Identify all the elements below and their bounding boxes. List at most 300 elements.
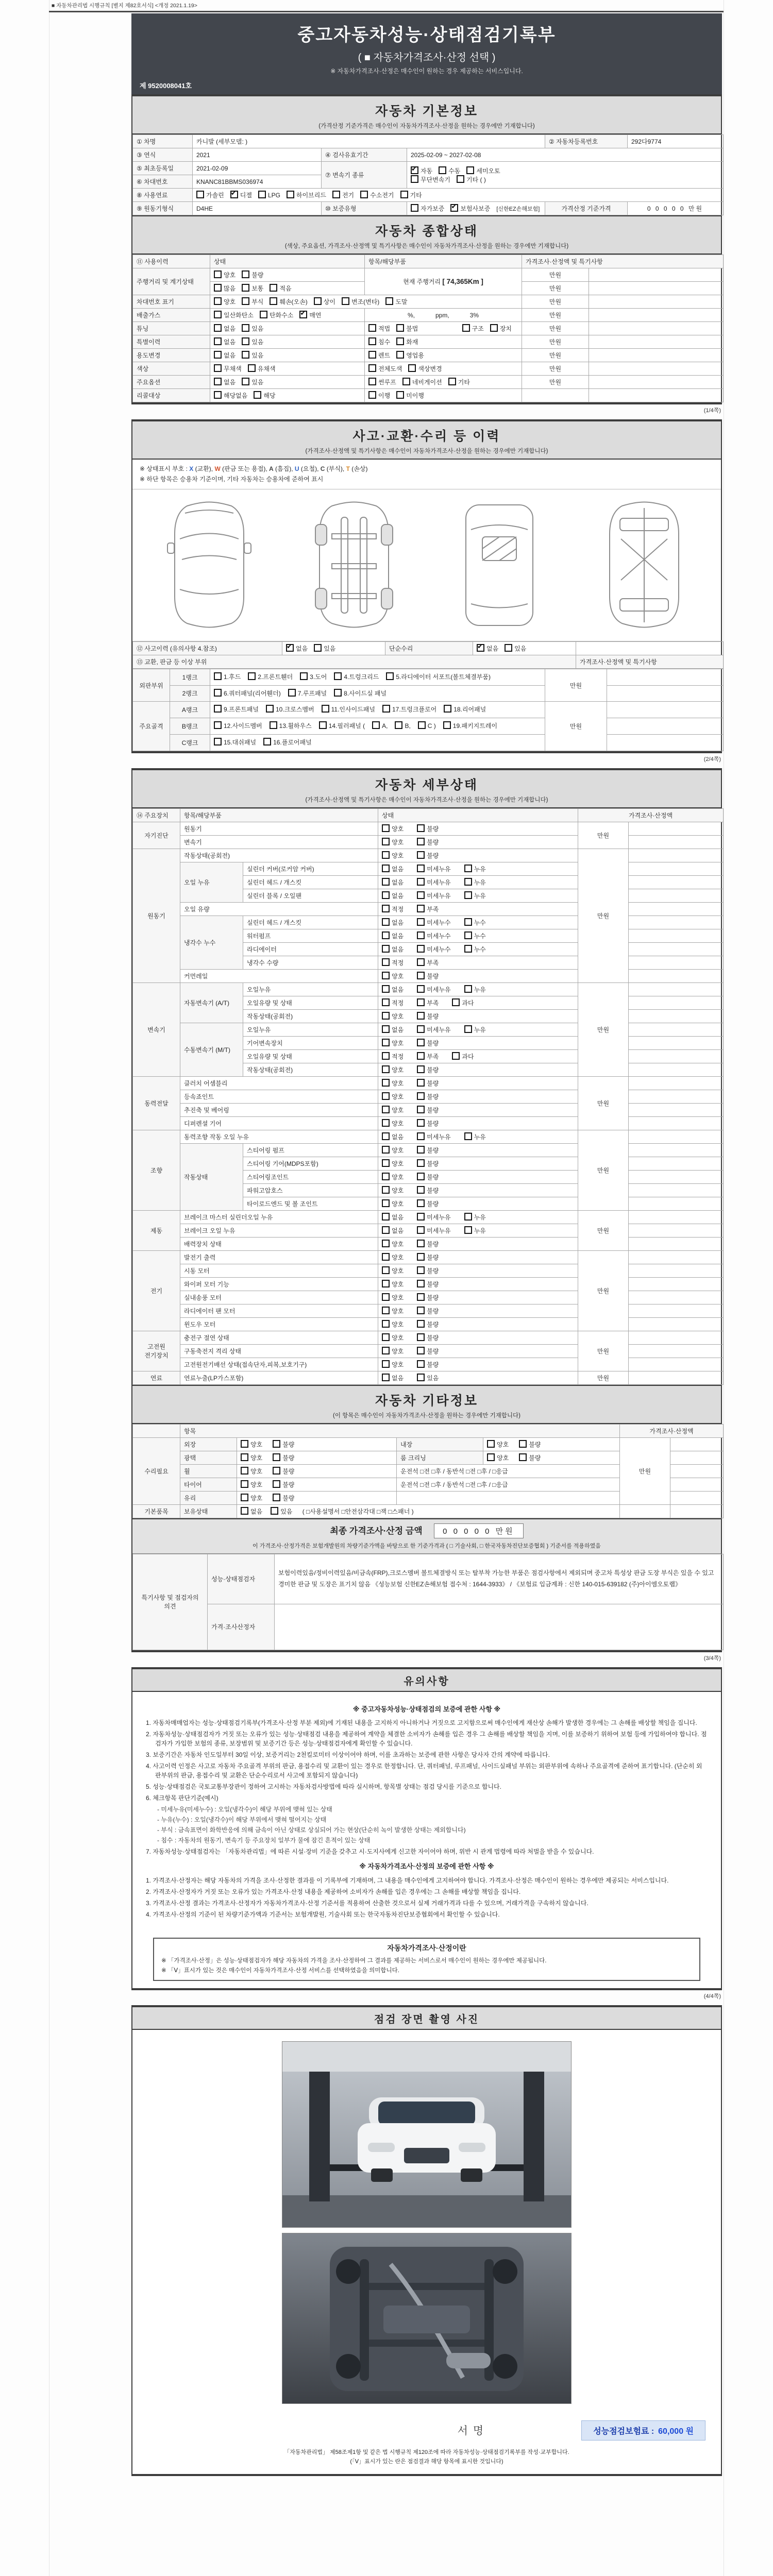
- checkbox-unchecked[interactable]: 없음: [214, 351, 236, 360]
- checkbox-unchecked[interactable]: 양호: [382, 1307, 404, 1315]
- checkbox-unchecked[interactable]: 미세누유: [417, 985, 450, 994]
- checkbox-unchecked[interactable]: 양호: [382, 1253, 404, 1262]
- table-row: [133, 1504, 724, 1518]
- checkbox-unchecked[interactable]: 18.리어패널: [444, 704, 486, 716]
- device-group-label: 전기: [133, 1250, 180, 1331]
- checkbox-unchecked[interactable]: 있음: [242, 351, 263, 360]
- checkbox-unchecked[interactable]: 가솔린: [196, 191, 224, 199]
- checkbox-unchecked[interactable]: 없음: [382, 865, 404, 873]
- checkbox-unchecked[interactable]: 없음: [214, 337, 236, 346]
- checkbox-unchecked[interactable]: 없음: [382, 891, 404, 900]
- checkbox-unchecked[interactable]: 불량: [417, 1266, 439, 1275]
- checkbox-unchecked[interactable]: 불량: [417, 1240, 439, 1248]
- checkbox-checked[interactable]: ✔ 없음: [286, 644, 308, 653]
- checkbox-unchecked[interactable]: 이행: [368, 391, 390, 400]
- column-header: 상태: [210, 255, 365, 268]
- state-options: [378, 849, 578, 862]
- checkbox-unchecked[interactable]: 네비게이션: [402, 378, 442, 386]
- checkbox-unchecked[interactable]: 14.필러패널 (: [319, 720, 365, 732]
- checkbox-unchecked[interactable]: 변조(변타): [342, 297, 379, 306]
- notice-subitem: - 누유(누수) : 오일(냉각수)이 해당 부위에서 맺혀 떨어지는 상태: [157, 1816, 327, 1824]
- checkbox-unchecked[interactable]: 미세누유: [417, 1226, 450, 1235]
- checkbox-unchecked[interactable]: 양호: [382, 1012, 404, 1021]
- checkbox-checked[interactable]: ✔ 매연: [299, 311, 321, 319]
- checkbox-unchecked[interactable]: 양호: [382, 1146, 404, 1155]
- checkbox-unchecked[interactable]: 부족: [417, 958, 439, 967]
- checkbox-unchecked[interactable]: 없음: [382, 878, 404, 887]
- mileage-cell: [365, 268, 522, 295]
- checkbox-unchecked[interactable]: LPG: [258, 191, 280, 199]
- checkbox-unchecked[interactable]: 미세누유: [417, 891, 450, 900]
- checkbox-unchecked[interactable]: 무단변속기: [411, 175, 450, 184]
- checkbox-unchecked[interactable]: 양호: [382, 1266, 404, 1275]
- table-row: [133, 362, 724, 376]
- checkbox-checked[interactable]: ✔ 디젤: [230, 191, 252, 199]
- checkbox-unchecked[interactable]: 영업용: [396, 351, 424, 360]
- state-options: [378, 1317, 578, 1331]
- table-row: [133, 335, 724, 349]
- price-cell: [522, 389, 589, 402]
- checkbox-unchecked[interactable]: 미이행: [396, 391, 424, 400]
- checkbox-unchecked[interactable]: 화재: [396, 337, 418, 346]
- state-options: [210, 309, 365, 322]
- checkbox-unchecked[interactable]: 적정: [382, 1052, 404, 1061]
- checkbox-unchecked[interactable]: 누수: [464, 931, 486, 940]
- price-cell: 만원: [545, 669, 607, 702]
- checkbox-unchecked[interactable]: 누유: [464, 1025, 486, 1034]
- final-price-note: 이 가격조사·산정가격은 보험개발원의 차량기준가액을 바탕으로 한 기준가격과 ( □ 기술사회, □ 한국자동차진단보증협회 ) 기준서를 적용하였음: [253, 1543, 601, 1549]
- table-row: [133, 1250, 724, 1264]
- price-cell: 만원: [578, 1210, 629, 1250]
- checkbox-unchecked[interactable]: 불량: [273, 1494, 294, 1502]
- checkbox-unchecked[interactable]: 불량: [417, 972, 439, 980]
- part-item-label: 스티어링조인트: [243, 1170, 378, 1183]
- checkbox-unchecked[interactable]: 있음: [242, 337, 263, 346]
- checkbox-unchecked[interactable]: 불량: [417, 1173, 439, 1181]
- state-options: [378, 1143, 578, 1157]
- checkbox-unchecked[interactable]: 양호: [382, 1159, 404, 1168]
- checkbox-unchecked[interactable]: 탄화수소: [260, 311, 293, 319]
- checkbox-unchecked[interactable]: 양호: [382, 1240, 404, 1248]
- field-label: ② 자동차등록번호: [545, 135, 628, 148]
- checkbox-unchecked[interactable]: 양호: [382, 1347, 404, 1355]
- checkbox-unchecked[interactable]: 불량: [519, 1453, 541, 1462]
- state-options: [378, 916, 578, 929]
- checkbox-unchecked[interactable]: 없음: [382, 985, 404, 994]
- checkbox-unchecked[interactable]: 기타: [448, 378, 470, 386]
- checkbox-unchecked[interactable]: 색상변경: [408, 364, 442, 373]
- checkbox-unchecked[interactable]: 과다: [452, 998, 474, 1007]
- checkbox-unchecked[interactable]: 양호: [241, 1467, 262, 1476]
- checkbox-unchecked[interactable]: 전기: [332, 191, 354, 199]
- table-row: [133, 322, 724, 335]
- checkbox-unchecked[interactable]: 하이브리드: [287, 191, 326, 199]
- note-cell: [589, 268, 724, 282]
- checkbox-unchecked[interactable]: 미세누유: [417, 1132, 450, 1141]
- checkbox-unchecked[interactable]: 누유: [464, 1213, 486, 1222]
- checkbox-unchecked[interactable]: 있음: [242, 324, 263, 333]
- table-row: [133, 389, 724, 402]
- checkbox-unchecked[interactable]: 불량: [417, 1186, 439, 1195]
- table-row: [133, 982, 724, 996]
- note-cell: [629, 1358, 724, 1371]
- checkbox-unchecked[interactable]: 부족: [417, 998, 439, 1007]
- checkbox-unchecked[interactable]: 불량: [273, 1453, 294, 1462]
- checkbox-unchecked[interactable]: 양호: [382, 1092, 404, 1101]
- checkbox-unchecked[interactable]: 불량: [273, 1440, 294, 1449]
- checkbox-unchecked[interactable]: 12.사이드멤버: [214, 720, 262, 732]
- checkbox-unchecked[interactable]: 보통: [242, 284, 263, 293]
- checkbox-unchecked[interactable]: 기타 ( ): [457, 175, 486, 184]
- checkbox-unchecked[interactable]: 미세누유: [417, 878, 450, 887]
- checkbox-unchecked[interactable]: 수소전기: [360, 191, 394, 199]
- checkbox-unchecked[interactable]: 있음: [242, 378, 263, 386]
- checkbox-unchecked[interactable]: 1.후드: [214, 671, 241, 683]
- price-cell: 만원: [578, 849, 629, 982]
- checkbox-unchecked[interactable]: 없음: [382, 918, 404, 927]
- checkbox-unchecked[interactable]: 불량: [417, 851, 439, 860]
- checkbox-unchecked[interactable]: 썬루프: [368, 378, 396, 386]
- table-row: [133, 1224, 724, 1237]
- checkbox-unchecked[interactable]: 불량: [417, 1146, 439, 1155]
- state-options: [210, 389, 365, 402]
- checkbox-unchecked[interactable]: 있음: [417, 1374, 439, 1382]
- note-cell: [589, 376, 724, 389]
- checkbox-unchecked[interactable]: 상이: [314, 297, 335, 306]
- checkbox-unchecked[interactable]: 양호: [382, 1079, 404, 1088]
- note-cell: [670, 1504, 724, 1518]
- checkbox-unchecked[interactable]: 없음: [214, 324, 236, 333]
- checkbox-unchecked[interactable]: 15.대쉬패널: [214, 737, 256, 749]
- note-cell: [629, 1224, 724, 1237]
- checkbox-unchecked[interactable]: 누유: [464, 878, 486, 887]
- part-item-label: 실린더 커버(로커암 커버): [243, 862, 378, 875]
- checkbox-unchecked[interactable]: 불량: [417, 1360, 439, 1369]
- note-cell: [629, 849, 724, 862]
- checkbox-unchecked[interactable]: 침수: [368, 337, 390, 346]
- note-cell: [629, 1197, 724, 1210]
- checkbox-unchecked[interactable]: 6.쿼터패널(리어휀더): [214, 688, 281, 700]
- checkbox-unchecked[interactable]: 자가보증: [411, 204, 444, 213]
- table-row: [133, 902, 724, 916]
- state-options: [378, 1344, 578, 1358]
- pricing-box-line: ※ 「Ⅴ」표시가 있는 것은 매수인이 자동차가격조사·산정 서비스를 선택하였음을 의미합니다.: [161, 1967, 399, 1974]
- checkbox-unchecked[interactable]: 적법: [368, 324, 390, 333]
- checkbox-unchecked[interactable]: 구조: [462, 324, 484, 333]
- part-item-label: 냉각수 수량: [243, 956, 378, 969]
- fuel-options: [193, 189, 724, 202]
- note-cell: [629, 1076, 724, 1090]
- notice-item: 6. 체크항목 판단기준(예시): [146, 1794, 219, 1802]
- checkbox-unchecked[interactable]: 일산화탄소: [214, 311, 254, 319]
- checkbox-unchecked[interactable]: 불량: [417, 1347, 439, 1355]
- table-row: [133, 268, 724, 282]
- note-cell: [629, 1049, 724, 1063]
- checkbox-unchecked[interactable]: 도말: [385, 297, 407, 306]
- checkbox-unchecked[interactable]: 양호: [382, 838, 404, 846]
- legend-note: ※ 하단 항목은 승용차 기준이며, 기타 자동차는 승용차에 준하여 표시: [140, 476, 324, 483]
- checkbox-unchecked[interactable]: 누유: [464, 1132, 486, 1141]
- checkbox-unchecked[interactable]: 양호: [382, 1333, 404, 1342]
- checkbox-unchecked[interactable]: 없음: [214, 378, 236, 386]
- table-row: [133, 1437, 724, 1451]
- basic-info-title: 자동차 기본정보: [375, 104, 478, 118]
- note-cell: [629, 822, 724, 835]
- checkbox-checked[interactable]: ✔ 없음: [477, 644, 498, 653]
- checkbox-unchecked[interactable]: 불법: [396, 324, 418, 333]
- price-cell: 만원: [578, 1371, 629, 1384]
- checkbox-unchecked[interactable]: 17.트렁크플로어: [382, 704, 436, 716]
- note-cell: [670, 1437, 724, 1451]
- row-label: 차대번호 표기: [133, 295, 210, 309]
- part-item-label: 클러치 어셈블리: [180, 1076, 378, 1090]
- checkbox-unchecked[interactable]: 불량: [273, 1480, 294, 1489]
- form-reference: ■ 자동차관리법 시행규칙 [별지 제82호서식] <개정 2021.1.19>: [52, 3, 197, 9]
- checkbox-unchecked[interactable]: 해당없음: [214, 391, 247, 400]
- first-registration-value: 2021-02-09: [193, 162, 322, 175]
- footer-line: 「자동차관리법」 제58조제1항 및 같은 법 시행규칙 제120조에 따라 자동차성능·상태점검기록부를 작성·교부합니다.: [284, 2449, 569, 2455]
- rank-items: [210, 669, 545, 685]
- checkbox-unchecked[interactable]: 없음: [382, 1025, 404, 1034]
- etc-header: [132, 1385, 721, 1424]
- checkbox-unchecked[interactable]: 없음: [382, 1132, 404, 1141]
- price-cell: 만원: [522, 295, 589, 309]
- rank-label: 1랭크: [170, 669, 210, 685]
- checkbox-unchecked[interactable]: 불량: [417, 1280, 439, 1289]
- note-cell: [629, 1009, 724, 1023]
- page-mark: (1/4쪽): [703, 408, 721, 414]
- checkbox-unchecked[interactable]: 양호: [382, 1199, 404, 1208]
- page-mark: (4/4쪽): [703, 1993, 721, 1999]
- checkbox-unchecked[interactable]: 기타: [400, 191, 422, 199]
- checkbox-unchecked[interactable]: 없음: [241, 1507, 262, 1516]
- checkbox-unchecked[interactable]: 양호: [487, 1440, 509, 1449]
- checkbox-unchecked[interactable]: 미세누유: [417, 865, 450, 873]
- checkbox-unchecked[interactable]: 없음: [382, 1213, 404, 1222]
- checkbox-unchecked[interactable]: 부식: [242, 297, 263, 306]
- checkbox-checked[interactable]: ✔ 보험사보증: [450, 204, 490, 213]
- overall-title: 자동차 종합상태: [375, 224, 478, 239]
- checkbox-unchecked[interactable]: 있음: [271, 1507, 292, 1516]
- etc-item-label: 보유상태: [180, 1504, 237, 1518]
- checkbox-unchecked[interactable]: 불량: [417, 1092, 439, 1101]
- checkbox-unchecked[interactable]: 양호: [241, 1453, 262, 1462]
- checkbox-unchecked[interactable]: 불량: [417, 1065, 439, 1074]
- checkbox-unchecked[interactable]: 양호: [382, 1065, 404, 1074]
- checkbox-unchecked[interactable]: 4.트렁크리드: [334, 671, 379, 683]
- column-header: 항목/해당부품: [180, 808, 378, 822]
- checkbox-unchecked[interactable]: 있음: [314, 644, 335, 653]
- state-options: [378, 1009, 578, 1023]
- checkbox-unchecked[interactable]: 없음: [382, 1226, 404, 1235]
- checkbox-unchecked[interactable]: 불량: [242, 270, 263, 279]
- checkbox-unchecked[interactable]: 불량: [417, 1199, 439, 1208]
- checkbox-unchecked[interactable]: 양호: [241, 1494, 262, 1502]
- registration-number-value: 292다9774: [628, 135, 724, 148]
- checkbox-unchecked[interactable]: 불량: [417, 1307, 439, 1315]
- state-options: [378, 822, 578, 835]
- table-row: [133, 969, 724, 982]
- part-item-label: 오일 유량: [180, 902, 378, 916]
- simple-repair-options: [473, 641, 576, 655]
- checkbox-unchecked[interactable]: 불량: [417, 1159, 439, 1168]
- checkbox-unchecked[interactable]: 양호: [382, 824, 404, 833]
- checkbox-unchecked[interactable]: 불량: [417, 1293, 439, 1302]
- table-header-row: [133, 1424, 724, 1437]
- checkbox-unchecked[interactable]: 수동: [439, 166, 460, 175]
- part-item-label: 실내송풍 모터: [180, 1291, 378, 1304]
- checkbox-unchecked[interactable]: 누유: [464, 985, 486, 994]
- checkbox-unchecked[interactable]: 미세누수: [417, 945, 450, 954]
- checkbox-unchecked[interactable]: 16.플로어패널: [263, 737, 312, 749]
- checkbox-unchecked[interactable]: 불량: [417, 1012, 439, 1021]
- checkbox-unchecked[interactable]: 양호: [214, 297, 236, 306]
- state-options: [378, 1358, 578, 1371]
- empty-cell: [397, 1491, 620, 1504]
- checkbox-unchecked[interactable]: 양호: [382, 1039, 404, 1047]
- note-cell: [629, 996, 724, 1009]
- checkbox-unchecked[interactable]: 전체도색: [368, 364, 402, 373]
- checkbox-unchecked[interactable]: 누유: [464, 891, 486, 900]
- state-options: [237, 1491, 397, 1504]
- rank-label: B랭크: [170, 718, 210, 735]
- checkbox-unchecked[interactable]: 누유: [464, 865, 486, 873]
- state-options: [210, 268, 365, 282]
- checkbox-unchecked[interactable]: B,: [395, 720, 410, 732]
- checkbox-unchecked[interactable]: 불량: [417, 1253, 439, 1262]
- checkbox-unchecked[interactable]: 미세누수: [417, 931, 450, 940]
- etc-item-label: 휠: [180, 1464, 237, 1478]
- panel-frame-table: [132, 669, 724, 751]
- part-item-label: 기어변속장치: [243, 1036, 378, 1049]
- checkbox-unchecked[interactable]: 누유: [464, 1226, 486, 1235]
- checkbox-unchecked[interactable]: 유채색: [248, 364, 276, 373]
- checkbox-unchecked[interactable]: 5.라디에이터 서포트(볼트체결부품): [386, 671, 491, 683]
- checkbox-unchecked[interactable]: 양호: [382, 851, 404, 860]
- checkbox-checked[interactable]: ✔자동: [411, 166, 432, 175]
- state-options: [378, 956, 578, 969]
- table-row: [133, 1023, 724, 1036]
- checkbox-unchecked[interactable]: 양호: [382, 1320, 404, 1329]
- checkbox-unchecked[interactable]: 장치: [490, 324, 512, 333]
- checkbox-unchecked[interactable]: 부족: [417, 1052, 439, 1061]
- checkbox-unchecked[interactable]: 양호: [382, 1293, 404, 1302]
- checkbox-unchecked[interactable]: 9.프론트패널: [214, 704, 259, 716]
- checkbox-unchecked[interactable]: 양호: [382, 972, 404, 980]
- checkbox-unchecked[interactable]: 불량: [273, 1467, 294, 1476]
- checkbox-unchecked[interactable]: 양호: [382, 1106, 404, 1114]
- checkbox-unchecked[interactable]: 적정: [382, 905, 404, 913]
- checkbox-unchecked[interactable]: 훼손(오손): [270, 297, 307, 306]
- checkbox-unchecked[interactable]: 양호: [382, 1186, 404, 1195]
- checkbox-unchecked[interactable]: 10.크로스멤버: [266, 704, 314, 716]
- table-row: [133, 1090, 724, 1103]
- checkbox-unchecked[interactable]: 양호: [382, 1119, 404, 1128]
- state-options: [210, 335, 365, 349]
- checkbox-unchecked[interactable]: A,: [372, 720, 388, 732]
- checkbox-unchecked[interactable]: 양호: [241, 1480, 262, 1489]
- field-label: ⑩ 보증유형: [322, 202, 407, 215]
- checkbox-unchecked[interactable]: 양호: [241, 1440, 262, 1449]
- checkbox-unchecked[interactable]: 불량: [417, 1320, 439, 1329]
- part-item-label: 와이퍼 모터 기능: [180, 1277, 378, 1291]
- device-group-label: 조향: [133, 1130, 180, 1210]
- checkbox-unchecked[interactable]: 불량: [417, 1106, 439, 1114]
- etc-item-label: 내장: [397, 1437, 483, 1451]
- checkbox-unchecked[interactable]: 불량: [417, 1039, 439, 1047]
- checkbox-unchecked[interactable]: 해당: [254, 391, 275, 400]
- checkbox-unchecked[interactable]: 양호: [214, 270, 236, 279]
- detail-table: [132, 808, 724, 1385]
- checkbox-unchecked[interactable]: 미세누유: [417, 1213, 450, 1222]
- checkbox-unchecked[interactable]: 무채색: [214, 364, 242, 373]
- checkbox-unchecked[interactable]: 부족: [417, 905, 439, 913]
- checkbox-unchecked[interactable]: 미세누수: [417, 918, 450, 927]
- inspection-fee-badge: [581, 2420, 705, 2441]
- checkbox-unchecked[interactable]: C ): [418, 720, 436, 732]
- checkbox-unchecked[interactable]: 11.인사이드패널: [322, 704, 375, 716]
- checkbox-unchecked[interactable]: 없음: [382, 1374, 404, 1382]
- part-item-label: 오일유량 및 상태: [243, 1049, 378, 1063]
- checkbox-unchecked[interactable]: 세미오토: [466, 166, 500, 175]
- section-basic-overall: [131, 94, 722, 404]
- checkbox-unchecked[interactable]: 불량: [417, 1333, 439, 1342]
- table-row: [133, 1291, 724, 1304]
- note-cell: [589, 322, 724, 335]
- checkbox-unchecked[interactable]: 8.사이드실 패널: [334, 688, 386, 700]
- checkbox-unchecked[interactable]: 적정: [382, 998, 404, 1007]
- checkbox-unchecked[interactable]: 누수: [464, 945, 486, 954]
- checkbox-unchecked[interactable]: 과다: [452, 1052, 474, 1061]
- table-row: [133, 1304, 724, 1317]
- checkbox-unchecked[interactable]: 양호: [487, 1453, 509, 1462]
- checkbox-unchecked[interactable]: 렌트: [368, 351, 390, 360]
- checkbox-unchecked[interactable]: 양호: [382, 1280, 404, 1289]
- checkbox-unchecked[interactable]: 13.휠하우스: [270, 720, 312, 732]
- part-options: [365, 376, 522, 389]
- state-options: [378, 1130, 578, 1143]
- checkbox-unchecked[interactable]: 7.루프패널: [288, 688, 327, 700]
- table-row: [133, 862, 724, 875]
- table-header-row: [133, 255, 724, 268]
- checkbox-unchecked[interactable]: 19.패키지트레이: [443, 720, 497, 732]
- notice-section-heading: ※ 자동차가격조사·산정의 보증에 관한 사항 ※: [359, 1862, 494, 1871]
- checkbox-unchecked[interactable]: 불량: [417, 1079, 439, 1088]
- checkbox-unchecked[interactable]: 불량: [417, 824, 439, 833]
- checkbox-unchecked[interactable]: 불량: [417, 1119, 439, 1128]
- checkbox-unchecked[interactable]: 적정: [382, 958, 404, 967]
- notice-item: 1. 자동차매매업자는 성능·상태점검기록부(가격조사·산정 부분 제외)에 기재된 내용을 고지하지 아니하거나 거짓으로 고지함으로써 매수인에게 재산상 손해가 발생한 경우에는 그 손해를 배상할 책임을 집니다.: [146, 1719, 697, 1727]
- checkbox-unchecked[interactable]: 3.도어: [300, 671, 327, 683]
- checkbox-unchecked[interactable]: 불량: [519, 1440, 541, 1449]
- state-options: [378, 969, 578, 982]
- part-item-label: 동력조향 작동 오일 누유: [180, 1130, 378, 1143]
- note-cell: [629, 1277, 724, 1291]
- checkbox-unchecked[interactable]: 불량: [417, 838, 439, 846]
- checkbox-unchecked[interactable]: 미세누유: [417, 1025, 450, 1034]
- checkbox-unchecked[interactable]: 2.프론트휀더: [248, 671, 293, 683]
- checkbox-unchecked[interactable]: 많음: [214, 284, 236, 293]
- checkbox-unchecked[interactable]: 적음: [270, 284, 291, 293]
- checkbox-unchecked[interactable]: 있음: [505, 644, 526, 653]
- price-base-label: 가격산정 기준가격: [545, 202, 628, 215]
- checkbox-unchecked[interactable]: 없음: [382, 945, 404, 954]
- checkbox-unchecked[interactable]: 없음: [382, 931, 404, 940]
- checkbox-unchecked[interactable]: 양호: [382, 1360, 404, 1369]
- checkbox-unchecked[interactable]: 누수: [464, 918, 486, 927]
- checkbox-unchecked[interactable]: 양호: [382, 1173, 404, 1181]
- state-options: [378, 1224, 578, 1237]
